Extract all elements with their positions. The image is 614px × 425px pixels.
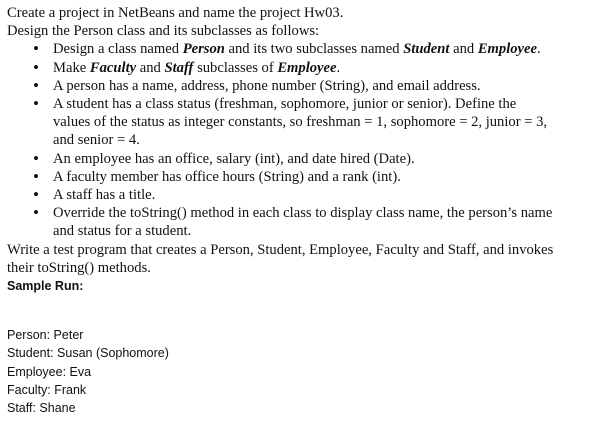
output-line: Staff: Shane bbox=[7, 401, 76, 416]
output-line: Person: Peter bbox=[7, 328, 84, 342]
list-item: • A faculty member has office hours (String) and a rank (int). bbox=[7, 168, 611, 186]
intro-line-2: Design the Person class and its subclasses as follows: bbox=[7, 23, 320, 40]
list-item: • Design a class named Person and its two subclasses named Student and Employee. bbox=[7, 40, 611, 58]
list-item: • Make Faculty and Staff subclasses of Employee. bbox=[7, 59, 611, 77]
class-name-staff: Staff bbox=[164, 59, 194, 76]
class-name-faculty: Faculty bbox=[89, 59, 137, 76]
class-name-student: Student bbox=[403, 41, 450, 58]
class-name-person: Person bbox=[182, 41, 225, 58]
requirements-list bbox=[7, 40, 611, 240]
output-line: Employee: Eva bbox=[7, 364, 92, 379]
sample-run-output bbox=[7, 326, 169, 417]
list-item: • A staff has a title. bbox=[7, 186, 611, 204]
intro-line-1: Create a project in NetBeans and name the project Hw03. bbox=[7, 5, 344, 21]
sample-run-title: Sample Run: bbox=[7, 279, 84, 294]
assignment-document bbox=[7, 4, 611, 295]
list-item: • A student has a class status (freshman, sophomore, junior or senior). Define the values of the status as integer constants, so freshman = 1, sophomore = 2, junior = 3, and senior = 4. bbox=[7, 95, 611, 150]
list-item: • A person has a name, address, phone number (String), and email address. bbox=[7, 77, 611, 95]
list-item: • Override the toString() method in each class to display class name, the person’s name and status for a student. bbox=[7, 204, 611, 240]
class-name-employee: Employee bbox=[477, 41, 537, 58]
outro-line-2: their toString() methods. bbox=[7, 259, 151, 276]
class-name-employee: Employee bbox=[277, 59, 337, 76]
outro-line-1: Write a test program that creates a Person, Student, Employee, Faculty and Staff, and invokes bbox=[7, 241, 554, 258]
output-line: Faculty: Frank bbox=[7, 382, 87, 397]
output-line: Student: Susan (Sophomore) bbox=[7, 346, 169, 361]
list-item: • An employee has an office, salary (int), and date hired (Date). bbox=[7, 150, 611, 168]
